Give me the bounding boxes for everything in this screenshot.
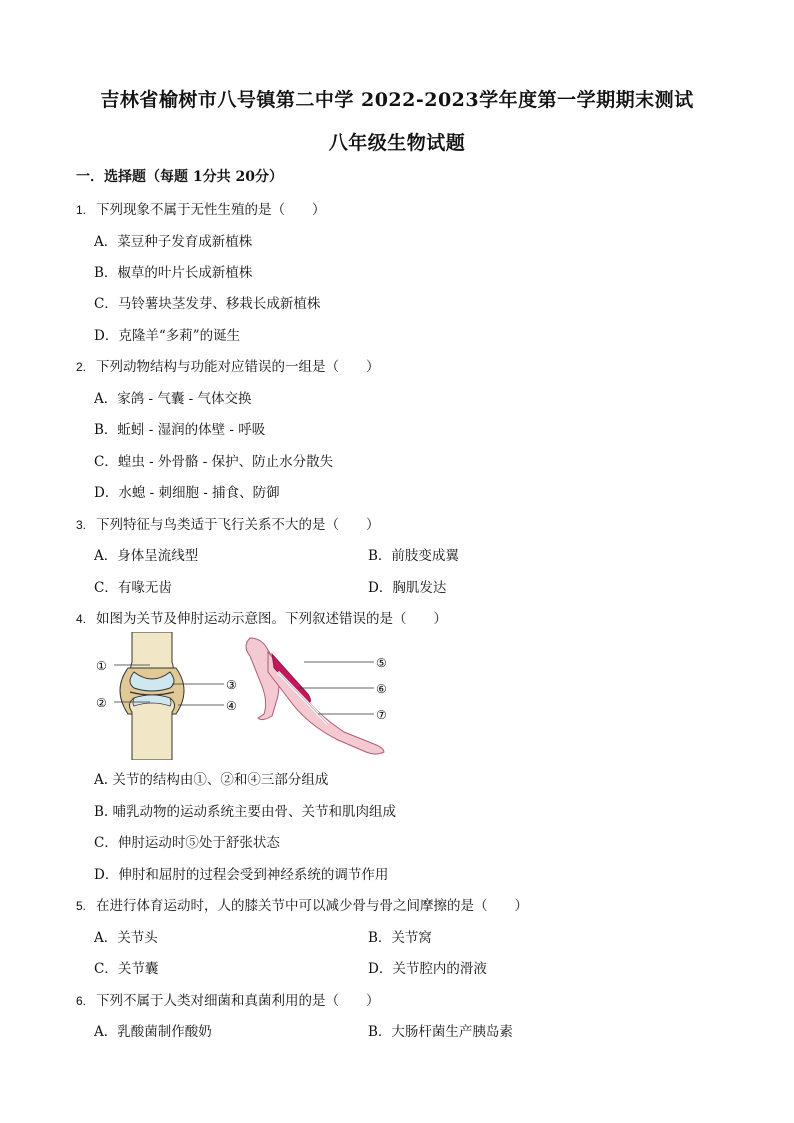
question-6 (76, 989, 380, 1009)
q2-option-b: B．蚯蚓 - 湿润的体壁 - 呼吸 (94, 422, 266, 438)
section-heading: 一．选择题（每题 1分共 20分） (76, 169, 283, 185)
question-number: 2. (76, 360, 87, 374)
exam-subtitle: 八年级生物试题 (328, 132, 466, 154)
question-text: 下列动物结构与功能对应错误的一组是（ ） (96, 359, 380, 375)
label-2: ② (96, 696, 107, 710)
q5-option-c: C．关节囊 (94, 961, 159, 977)
question-5 (76, 894, 528, 914)
q2-option-d: D．水螅 - 刺细胞 - 捕食、防御 (94, 485, 280, 501)
q6-option-a: A．乳酸菌制作酸奶 (94, 1024, 212, 1040)
joint-illustration (114, 632, 224, 760)
q3-option-a: A．身体呈流线型 (94, 548, 199, 564)
q3-option-c: C．有喙无齿 (94, 580, 172, 596)
question-text: 下列特征与鸟类适于飞行关系不大的是（ ） (96, 517, 380, 533)
label-3: ③ (226, 678, 237, 692)
label-5: ⑤ (376, 656, 387, 670)
joint-and-elbow-diagram (92, 632, 402, 760)
label-6: ⑥ (376, 682, 387, 696)
question-number: 4. (76, 612, 87, 626)
arm-illustration (246, 638, 384, 754)
q3-option-d: D．胸肌发达 (368, 580, 447, 596)
label-7: ⑦ (376, 708, 387, 722)
question-2 (76, 355, 380, 375)
q4-option-d: D．伸肘和屈肘的过程会受到神经系统的调节作用 (94, 867, 389, 883)
question-text: 在进行体育运动时，人的膝关节中可以减少骨与骨之间摩擦的是（ ） (96, 898, 528, 914)
question-number: 6. (76, 994, 87, 1008)
q4-option-b: B. 哺乳动物的运动系统主要由骨、关节和肌肉组成 (94, 804, 397, 820)
q2-option-a: A．家鸽 - 气囊 - 气体交换 (94, 391, 252, 407)
question-text: 下列不属于人类对细菌和真菌利用的是（ ） (96, 993, 380, 1009)
q4-option-a: A. 关节的结构由①、②和④三部分组成 (94, 772, 329, 788)
question-number: 1. (76, 203, 87, 217)
q5-option-a: A．关节头 (94, 930, 158, 946)
question-3 (76, 513, 380, 533)
question-text: 下列现象不属于无性生殖的是（ ） (96, 202, 326, 218)
question-4 (76, 607, 447, 627)
question-number: 5. (76, 899, 87, 913)
q5-option-b: B．关节窝 (368, 930, 432, 946)
q3-option-b: B．前肢变成翼 (368, 548, 459, 564)
question-1 (76, 198, 326, 218)
q1-option-a: A．菜豆种子发育成新植株 (94, 234, 253, 250)
q1-option-d: D．克隆羊“多莉”的诞生 (94, 328, 241, 344)
q1-option-c: C．马铃薯块茎发芽、移栽长成新植株 (94, 296, 321, 312)
label-1: ① (96, 659, 107, 673)
q5-option-d: D．关节腔内的滑液 (368, 961, 487, 977)
q1-option-b: B．椒草的叶片长成新植株 (94, 265, 253, 281)
label-4: ④ (226, 699, 237, 713)
question-number: 3. (76, 518, 87, 532)
exam-title: 吉林省榆树市八号镇第二中学 2022-2023学年度第一学期期末测试 (100, 89, 694, 111)
q6-option-b: B．大肠杆菌生产胰岛素 (368, 1024, 513, 1040)
question-text: 如图为关节及伸肘运动示意图。下列叙述错误的是（ ） (96, 611, 447, 627)
q2-option-c: C．蝗虫 - 外骨骼 - 保护、防止水分散失 (94, 454, 334, 470)
q4-option-c: C．伸肘运动时⑤处于舒张状态 (94, 835, 280, 851)
